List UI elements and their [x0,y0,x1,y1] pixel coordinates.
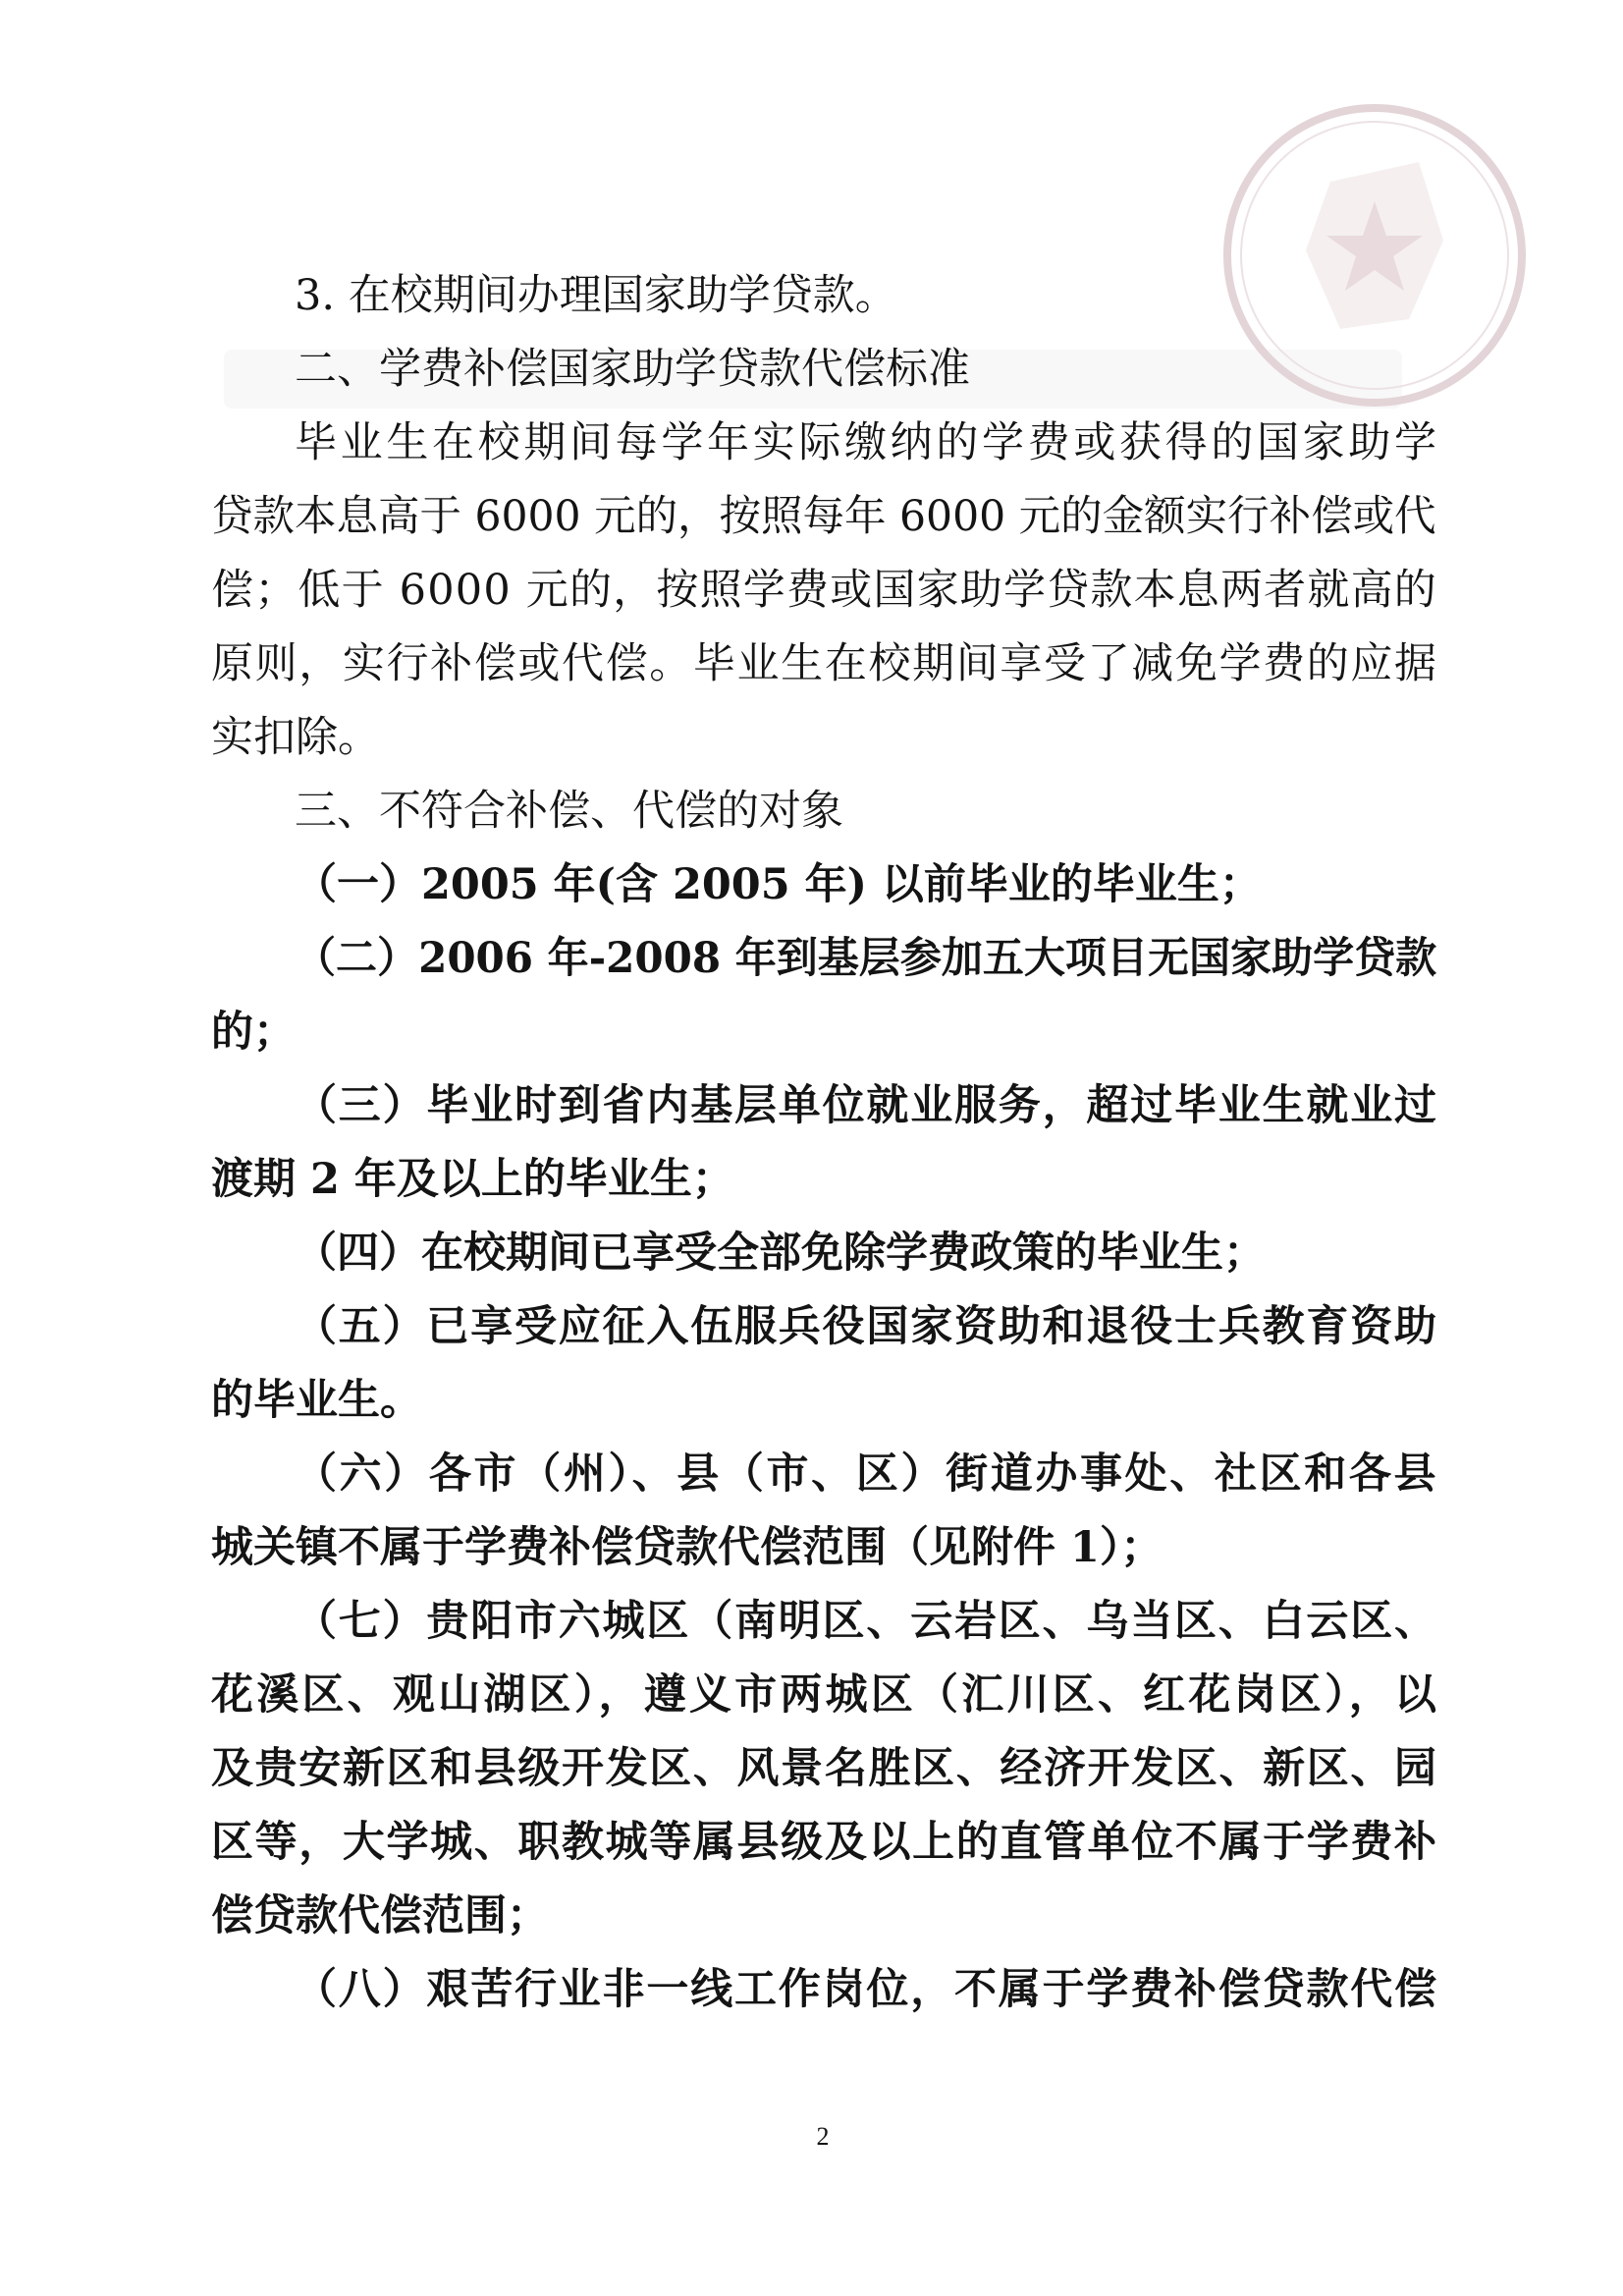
list-item-line: 花溪区、观山湖区），遵义市两城区（汇川区、红花岗区），以 [211,1670,1440,1720]
document-line: 3. 在校期间办理国家助学贷款。 [295,271,897,320]
list-item-line: 及贵安新区和县级开发区、风景名胜区、经济开发区、新区、园 [211,1744,1438,1793]
list-item-line: 渡期 2 年及以上的毕业生； [211,1155,734,1204]
document-line: 原则，实行补偿或代偿。毕业生在校期间享受了减免学费的应据 [211,639,1438,688]
list-item-line: 城关镇不属于学费补偿贷款代偿范围（见附件 1）； [211,1523,1163,1572]
document-line: 贷款本息高于 6000 元的，按照每年 6000 元的金额实行补偿或代 [211,492,1436,541]
document-line: 偿；低于 6000 元的，按照学费或国家助学贷款本息两者就高的 [211,566,1437,615]
list-item-line: （六）各市（州）、县（市、区）街道办事处、社区和各县 [295,1449,1439,1499]
list-item-line: （三）毕业时到省内基层单位就业服务，超过毕业生就业过 [295,1081,1438,1130]
list-item-line: （四）在校期间已享受全部免除学费政策的毕业生； [295,1229,1266,1278]
list-item-line: 偿贷款代偿范围； [211,1891,549,1941]
list-item-line: （八）艰苦行业非一线工作岗位，不属于学费补偿贷款代偿 [295,1965,1438,2014]
document-line: 毕业生在校期间每学年实际缴纳的学费或获得的国家助学 [295,418,1440,467]
section-heading: 三、不符合补偿、代偿的对象 [295,787,843,836]
document-line: 实扣除。 [211,713,380,762]
list-item-line: （七）贵阳市六城区（南明区、云岩区、乌当区、白云区、 [295,1597,1438,1646]
official-seal-icon [1213,93,1537,417]
page-number: 2 [816,2122,830,2151]
list-item-line: 区等，大学城、职教城等属县级及以上的直管单位不属于学费补 [211,1818,1438,1867]
section-heading: 二、学费补偿国家助学贷款代偿标准 [295,345,970,394]
list-item-line: 的； [211,1008,296,1057]
list-item-line: 的毕业生。 [211,1376,422,1425]
list-item-line: （一）2005 年(含 2005 年) 以前毕业的毕业生； [295,860,1262,909]
list-item-line: （二）2006 年-2008 年到基层参加五大项目无国家助学贷款 [295,934,1437,983]
list-item-line: （五）已享受应征入伍服兵役国家资助和退役士兵教育资助 [295,1302,1438,1351]
